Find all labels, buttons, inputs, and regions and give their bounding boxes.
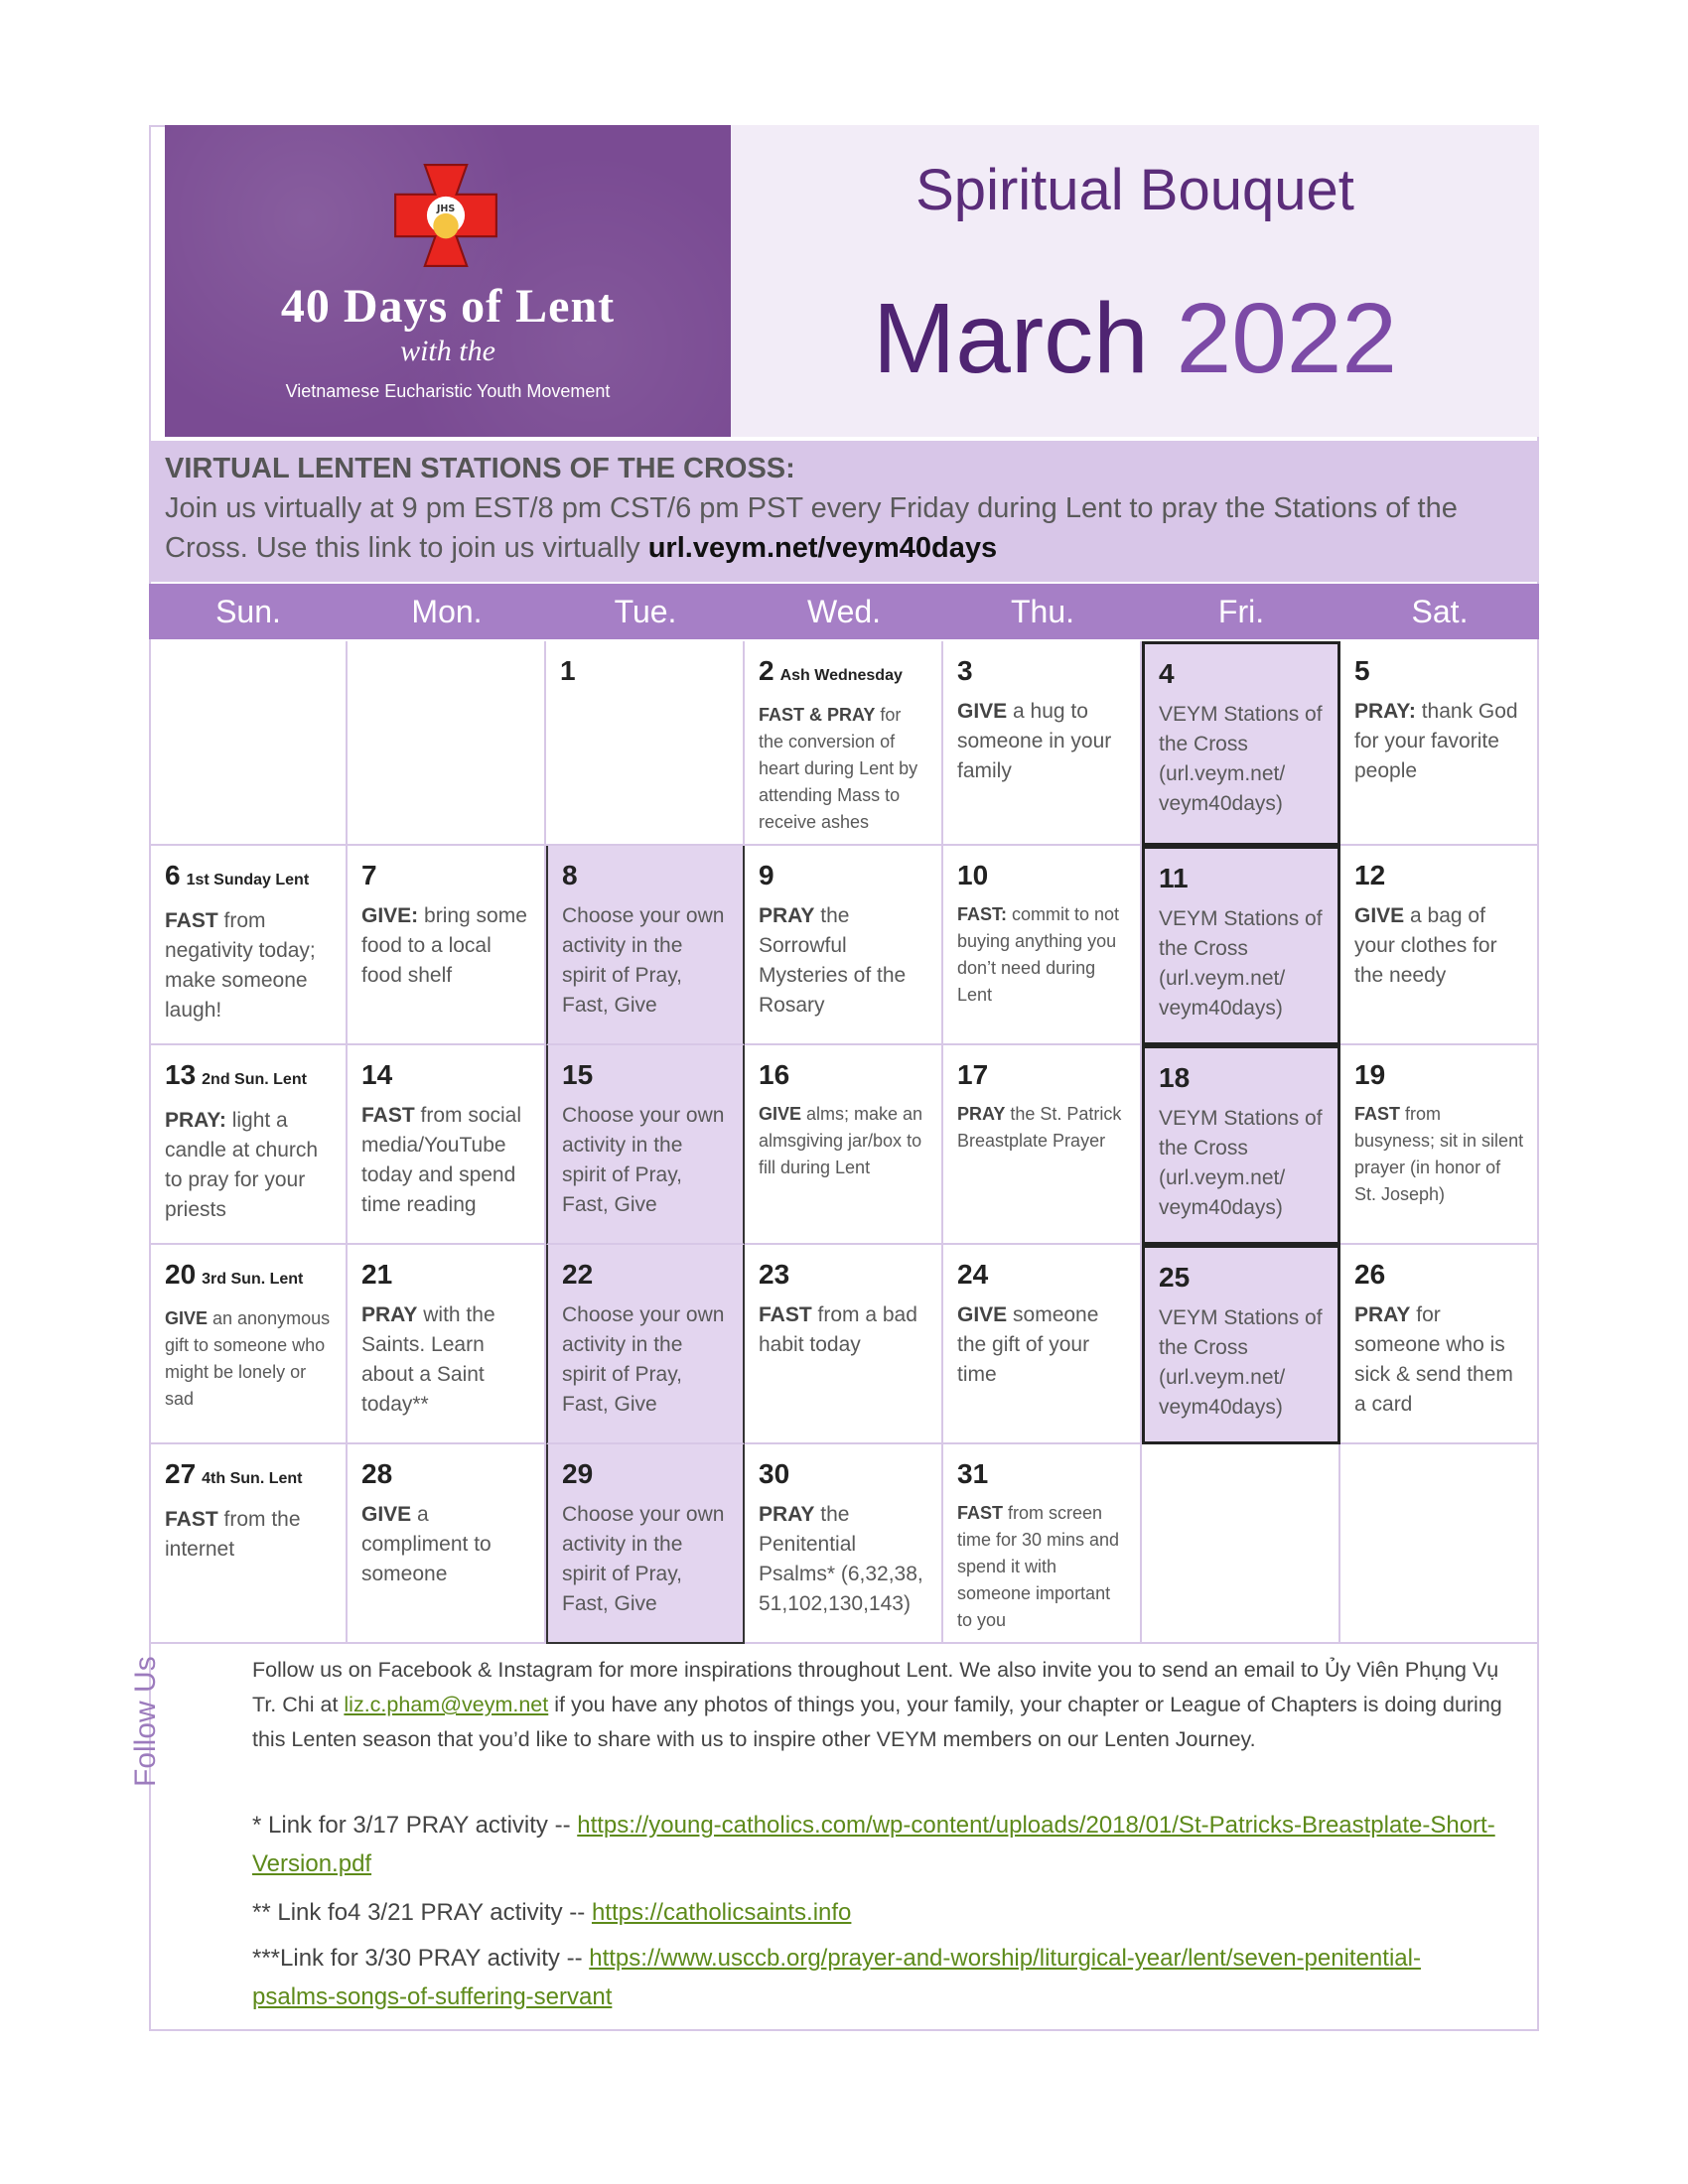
dow-tue: Tue. xyxy=(546,584,745,639)
day-cell-empty xyxy=(1340,1444,1539,1644)
activity-lead: PRAY: xyxy=(165,1109,226,1132)
banner-subtitle: with the xyxy=(400,335,495,367)
activity-text: a hug to someone in your family xyxy=(957,700,1112,782)
day-number: 9 xyxy=(759,860,774,890)
day-cell-23 xyxy=(745,1245,943,1444)
day-cell-5 xyxy=(1340,641,1539,846)
activity-lead: PRAY xyxy=(361,1303,418,1326)
note-3 xyxy=(252,1939,1503,2016)
day-cell-18 xyxy=(1142,1045,1340,1245)
activity-text: commit to not buying anything you don’t need during Lent xyxy=(957,904,1120,1005)
follow-text-before: Follow us on Facebook & Instagram for more inspirations throughout Lent. We also invite you to send an email to Ủy Viên Phụng Vụ Tr. Chi at xyxy=(252,1658,1499,1716)
note-link[interactable]: https://young-catholics.com/wp-content/uploads/2018/01/St-Patricks-Breastplate-Short-Version.pdf xyxy=(252,1812,1495,1877)
day-activity: VEYM Stations of the Cross (url.veym.net/ veym40days) xyxy=(1159,907,1323,1020)
activity-lead: FAST xyxy=(759,1303,812,1326)
activity-lead: PRAY: xyxy=(1354,700,1416,723)
activity-text: from screen time for 30 mins and spend it with someone important to you xyxy=(957,1503,1120,1630)
day-note: Ash Wednesday xyxy=(779,667,903,684)
note-prefix: * Link for 3/17 PRAY activity -- xyxy=(252,1812,578,1839)
follow-us-label: Follow Us xyxy=(129,1656,162,1787)
day-activity xyxy=(165,1106,334,1225)
day-cell-24 xyxy=(943,1245,1142,1444)
dow-sun: Sun. xyxy=(149,584,348,639)
day-cell-28 xyxy=(348,1444,546,1644)
month-year xyxy=(731,279,1539,398)
activity-text: alms; make an almsgiving jar/box to fill during Lent xyxy=(759,1104,923,1177)
activity-lead: GIVE xyxy=(759,1104,802,1124)
day-number: 11 xyxy=(1159,863,1189,893)
dow-wed: Wed. xyxy=(745,584,943,639)
activity-lead: FAST xyxy=(165,909,218,932)
day-cell-9 xyxy=(745,846,943,1045)
day-cell-2 xyxy=(745,641,943,846)
day-note: 3rd Sun. Lent xyxy=(202,1271,304,1288)
stations-body: Join us virtually at 9 pm EST/8 pm CST/6 pm PST every Friday during Lent to pray the Stations of the Cross. Use this link to join us virtually xyxy=(165,492,1458,564)
activity-lead: FAST & PRAY xyxy=(759,705,876,725)
activity-text: a compliment to someone xyxy=(361,1503,492,1585)
day-cell-7 xyxy=(348,846,546,1045)
banner-org: Vietnamese Eucharistic Youth Movement xyxy=(285,381,611,401)
activity-text: for someone who is sick & send them a card xyxy=(1354,1303,1513,1416)
activity-lead: GIVE: xyxy=(361,904,419,927)
day-number: 10 xyxy=(957,860,989,890)
day-cell-30 xyxy=(745,1444,943,1644)
activity-lead: GIVE xyxy=(957,1303,1008,1326)
day-number: 23 xyxy=(759,1259,790,1290)
day-cell-25 xyxy=(1142,1245,1340,1444)
activity-text: a bag of your clothes for the needy xyxy=(1354,904,1497,987)
day-activity xyxy=(361,901,532,991)
day-number-value: 13 xyxy=(165,1059,197,1090)
day-number: 18 xyxy=(1159,1062,1191,1093)
day-activity xyxy=(1354,697,1525,786)
day-number-value: 20 xyxy=(165,1259,197,1290)
day-number-value: 6 xyxy=(165,860,181,890)
day-number: 12 xyxy=(1354,860,1386,890)
day-cell-19 xyxy=(1340,1045,1539,1245)
activity-lead: PRAY xyxy=(759,904,815,927)
stations-heading: VIRTUAL LENTEN STATIONS OF THE CROSS: xyxy=(165,453,795,484)
activity-text: the Sorrowful Mysteries of the Rosary xyxy=(759,904,907,1017)
page-title: Spiritual Bouquet xyxy=(915,158,1354,222)
day-cell-31 xyxy=(943,1444,1142,1644)
dow-fri: Fri. xyxy=(1142,584,1340,639)
day-number: 4 xyxy=(1159,658,1175,689)
cross-logo-text: JHS xyxy=(436,203,456,214)
activity-text: light a candle at church to pray for your priests xyxy=(165,1109,319,1221)
day-cell-8 xyxy=(546,846,745,1045)
day-cell-22 xyxy=(546,1245,745,1444)
day-activity xyxy=(957,697,1128,786)
day-activity xyxy=(759,702,929,836)
day-number xyxy=(165,1255,334,1299)
activity-text: from the internet xyxy=(165,1508,301,1561)
day-activity xyxy=(759,1101,929,1181)
year-label: 2022 xyxy=(1176,283,1398,394)
activity-lead: FAST xyxy=(361,1104,415,1127)
day-number xyxy=(165,1454,334,1499)
day-activity xyxy=(361,1500,532,1589)
activity-text: from busyness; sit in silent prayer (in honor of St. Joseph) xyxy=(1354,1104,1524,1204)
day-cell-26 xyxy=(1340,1245,1539,1444)
lent-banner xyxy=(165,125,731,437)
day-number: 31 xyxy=(957,1458,989,1489)
note-link[interactable]: https://catholicsaints.info xyxy=(591,1899,852,1926)
activity-text: an anonymous gift to someone who might be lonely or sad xyxy=(165,1308,331,1409)
note-prefix: ** Link fo4 3/21 PRAY activity -- xyxy=(252,1899,592,1926)
day-number: 28 xyxy=(361,1458,393,1489)
day-cell-17 xyxy=(943,1045,1142,1245)
activity-lead: PRAY xyxy=(1354,1303,1411,1326)
day-number xyxy=(165,856,334,900)
day-number: 8 xyxy=(562,860,578,890)
day-activity xyxy=(1354,1101,1525,1208)
day-activity xyxy=(165,1305,334,1413)
activity-text: from negativity today; make someone laugh! xyxy=(165,909,316,1022)
day-cell-29 xyxy=(546,1444,745,1644)
day-number: 22 xyxy=(562,1259,594,1290)
day-number: 17 xyxy=(957,1059,989,1090)
activity-lead: GIVE xyxy=(165,1308,209,1328)
stations-text xyxy=(165,488,1523,568)
day-number-value: 27 xyxy=(165,1458,197,1489)
day-activity xyxy=(759,901,929,1021)
day-activity: VEYM Stations of the Cross (url.veym.net/ veym40days) xyxy=(1159,1107,1323,1219)
activity-text: bring some food to a local food shelf xyxy=(361,904,527,987)
note-2 xyxy=(252,1893,1503,1932)
cross-logo-icon xyxy=(393,163,498,268)
day-cell-empty xyxy=(348,641,546,846)
activity-text: someone the gift of your time xyxy=(957,1303,1099,1386)
day-cell-4 xyxy=(1142,641,1340,846)
day-activity xyxy=(361,1300,532,1420)
day-note: 1st Sunday Lent xyxy=(186,872,310,888)
activity-text: for the conversion of heart during Lent by attending Mass to receive ashes xyxy=(759,705,918,832)
day-activity xyxy=(165,906,334,1025)
day-cell-6 xyxy=(149,846,348,1045)
activity-lead: FAST xyxy=(957,1503,1004,1523)
day-activity xyxy=(1354,901,1525,991)
day-cell-12 xyxy=(1340,846,1539,1045)
day-number: 29 xyxy=(562,1458,594,1489)
day-number: 24 xyxy=(957,1259,989,1290)
day-note: 4th Sun. Lent xyxy=(202,1470,303,1487)
activity-lead: GIVE xyxy=(361,1503,412,1526)
follow-text xyxy=(252,1653,1503,1757)
activity-lead: FAST xyxy=(1354,1104,1401,1124)
day-number: 1 xyxy=(560,655,576,686)
day-number: 16 xyxy=(759,1059,790,1090)
dow-sat: Sat. xyxy=(1340,584,1539,639)
activity-text: with the Saints. Learn about a Saint today** xyxy=(361,1303,495,1416)
day-activity xyxy=(361,1101,532,1220)
day-cell-empty xyxy=(1142,1444,1340,1644)
day-activity xyxy=(759,1300,929,1360)
activity-lead: PRAY xyxy=(759,1503,815,1526)
activity-text: the St. Patrick Breastplate Prayer xyxy=(957,1104,1122,1151)
day-number: 21 xyxy=(361,1259,393,1290)
day-activity xyxy=(1354,1300,1525,1420)
activity-text: the Penitential Psalms* (6,32,38, 51,102,130,143) xyxy=(759,1503,923,1615)
activity-text: thank God for your favorite people xyxy=(1354,700,1518,782)
day-cell-14 xyxy=(348,1045,546,1245)
day-cell-20 xyxy=(149,1245,348,1444)
day-cell-16 xyxy=(745,1045,943,1245)
month-label: March xyxy=(872,283,1149,394)
follow-section xyxy=(129,1643,1539,2031)
day-activity: VEYM Stations of the Cross (url.veym.net/ veym40days) xyxy=(1159,703,1323,815)
day-number: 19 xyxy=(1354,1059,1386,1090)
activity-lead: GIVE xyxy=(1354,904,1405,927)
day-number: 7 xyxy=(361,860,377,890)
note-link[interactable]: https://www.usccb.org/prayer-and-worship/liturgical-year/lent/seven-penitential-psalms-songs-of-suffering-servant xyxy=(252,1945,1421,2010)
day-activity xyxy=(165,1505,334,1565)
day-note: 2nd Sun. Lent xyxy=(202,1071,307,1088)
activity-lead: FAST: xyxy=(957,904,1008,924)
day-number-value: 2 xyxy=(759,655,774,686)
day-activity xyxy=(759,1500,929,1619)
activity-lead: FAST xyxy=(165,1508,218,1531)
stations-notice xyxy=(149,441,1539,582)
day-cell-15 xyxy=(546,1045,745,1245)
day-activity: Choose your own activity in the spirit of Pray, Fast, Give xyxy=(562,904,725,1017)
day-activity: Choose your own activity in the spirit of Pray, Fast, Give xyxy=(562,1503,725,1615)
day-number xyxy=(165,1055,334,1100)
day-cell-1 xyxy=(546,641,745,846)
dow-mon: Mon. xyxy=(348,584,546,639)
activity-lead: PRAY xyxy=(957,1104,1006,1124)
stations-link[interactable]: url.veym.net/veym40days xyxy=(647,532,998,564)
activity-text: from a bad habit today xyxy=(759,1303,917,1356)
day-activity: VEYM Stations of the Cross (url.veym.net/ veym40days) xyxy=(1159,1306,1323,1419)
day-cell-empty xyxy=(149,641,348,846)
day-cell-21 xyxy=(348,1245,546,1444)
email-link[interactable]: liz.c.pham@veym.net xyxy=(344,1693,549,1716)
day-number: 26 xyxy=(1354,1259,1386,1290)
day-number: 15 xyxy=(562,1059,594,1090)
banner-title: 40 Days of Lent xyxy=(280,280,616,333)
day-activity xyxy=(957,1500,1128,1634)
note-prefix: ***Link for 3/30 PRAY activity -- xyxy=(252,1945,590,1972)
day-number: 3 xyxy=(957,655,973,686)
day-number: 30 xyxy=(759,1458,790,1489)
dow-thu: Thu. xyxy=(943,584,1142,639)
day-activity: Choose your own activity in the spirit of Pray, Fast, Give xyxy=(562,1303,725,1416)
day-cell-3 xyxy=(943,641,1142,846)
activity-lead: GIVE xyxy=(957,700,1008,723)
day-activity xyxy=(957,1101,1128,1155)
follow-text-after: if you have any photos of things you, your family, your chapter or League of Chapters is doing during this Lenten season that you’d like to share with us to inspire other VEYM members on our Lenten Journey. xyxy=(252,1693,1502,1751)
day-cell-10 xyxy=(943,846,1142,1045)
note-1 xyxy=(252,1806,1503,1883)
day-number: 5 xyxy=(1354,655,1370,686)
day-activity: Choose your own activity in the spirit of Pray, Fast, Give xyxy=(562,1104,725,1216)
header-panel xyxy=(731,125,1539,437)
day-activity xyxy=(957,1300,1128,1390)
day-cell-13 xyxy=(149,1045,348,1245)
day-activity xyxy=(957,901,1128,1009)
day-number: 25 xyxy=(1159,1262,1191,1293)
day-number: 14 xyxy=(361,1059,393,1090)
day-cell-27 xyxy=(149,1444,348,1644)
day-number xyxy=(759,651,929,696)
day-cell-11 xyxy=(1142,846,1340,1045)
activity-text: from social media/YouTube today and spend time reading xyxy=(361,1104,522,1216)
